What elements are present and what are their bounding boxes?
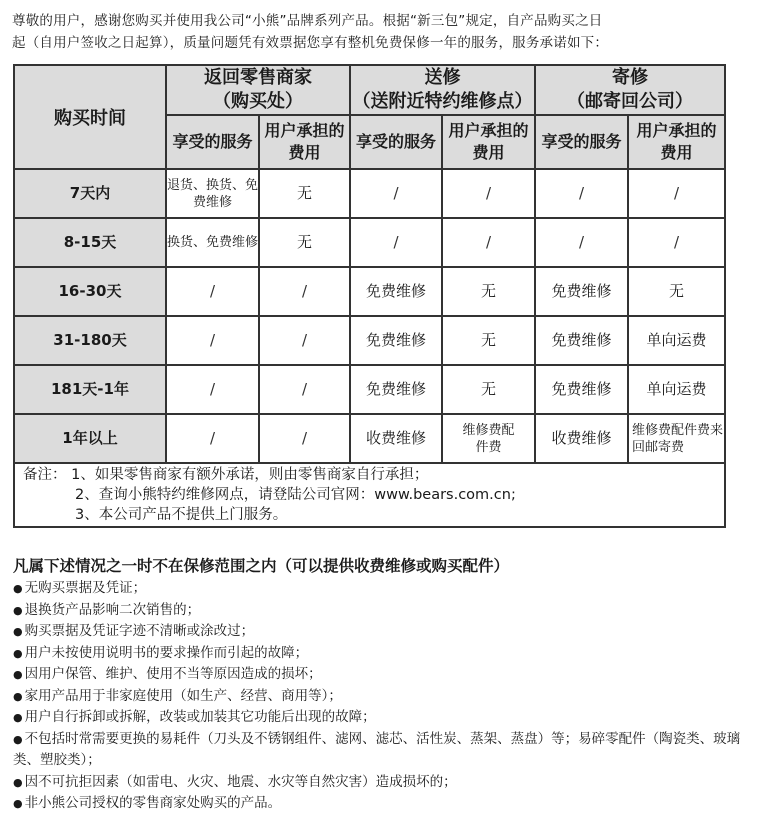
sub-header-cost: 用户承担的费用 (259, 115, 350, 169)
list-item: ● 因用户保管、维护、使用不当等原因造成的损坏； (13, 664, 748, 686)
table-cell: / (259, 316, 350, 365)
period-cell: 8-15天 (14, 218, 166, 267)
sub-header-cost: 用户承担的费用 (628, 115, 725, 169)
note-line (23, 485, 716, 505)
table-row (14, 267, 725, 316)
table-cell: / (535, 218, 628, 267)
table-cell: / (442, 218, 535, 267)
group-header-mail (535, 65, 725, 115)
intro-line: 起（自用户签收之日起算），质量问题凭有效票据您享有整机免费保修一年的服务，服务承诺如下： (12, 35, 609, 51)
notes-cell (14, 463, 725, 527)
table-cell: 维修费配件费 (442, 414, 535, 463)
sub-header-service: 享受的服务 (535, 115, 628, 169)
group-subtitle: （邮寄回公司） (567, 91, 693, 112)
group-subtitle: （购买处） (213, 91, 303, 112)
table-cell: 免费维修 (350, 365, 442, 414)
table-cell: 免费维修 (350, 316, 442, 365)
sub-header-cost: 用户承担的费用 (442, 115, 535, 169)
warranty-table (13, 64, 726, 528)
note-text: 2、查询小熊特约维修网点，请登陆公司官网：www.bears.com.cn; (75, 487, 516, 503)
list-item: ● 非小熊公司授权的零售商家处购买的产品。 (13, 793, 748, 815)
table-cell: 无 (628, 267, 725, 316)
table-cell: 换货、免费维修 (166, 218, 259, 267)
table-cell: / (350, 169, 442, 218)
table-row (14, 365, 725, 414)
table-cell: / (166, 365, 259, 414)
table-cell: 无 (442, 365, 535, 414)
note-line (23, 505, 716, 525)
period-cell: 181天-1年 (14, 365, 166, 414)
table-cell: / (628, 218, 725, 267)
table-cell: 收费维修 (535, 414, 628, 463)
table-cell: 退货、换货、免费维修 (166, 169, 259, 218)
sub-header-service: 享受的服务 (166, 115, 259, 169)
table-cell: / (350, 218, 442, 267)
note-text: 3、本公司产品不提供上门服务。 (75, 507, 288, 523)
table-cell: 单向运费 (628, 316, 725, 365)
list-item: ● 家用产品用于非家庭使用（如生产、经营、商用等）； (13, 686, 748, 708)
list-item: ● 购买票据及凭证字迹不清晰或涂改过； (13, 621, 748, 643)
table-cell: 无 (259, 218, 350, 267)
intro-line: 尊敬的用户，感谢您购买并使用我公司“小熊”品牌系列产品。根据“新三包”规定，自产品购买之日 (12, 13, 603, 29)
table-cell: 免费维修 (535, 365, 628, 414)
note-line (23, 465, 716, 485)
list-item: ● 用户未按使用说明书的要求操作而引起的故障； (13, 643, 748, 665)
table-cell: / (259, 267, 350, 316)
table-row (14, 218, 725, 267)
group-header-retailer (166, 65, 350, 115)
sub-header-service: 享受的服务 (350, 115, 442, 169)
notes-label: 备注： (23, 467, 67, 483)
list-item: ● 因不可抗拒因素（如雷电、火灾、地震、水灾等自然灾害）造成损坏的； (13, 772, 748, 794)
period-cell: 31-180天 (14, 316, 166, 365)
table-cell: / (166, 316, 259, 365)
group-title: 返回零售商家 (204, 67, 312, 88)
table-cell: / (259, 365, 350, 414)
table-row (14, 414, 725, 463)
list-item: ● 不包括时常需要更换的易耗件（刀头及不锈钢组件、滤网、滤芯、活性炭、蒸架、蒸盘）等；易碎零配件（陶瓷类、玻璃类、塑胶类）； (13, 729, 748, 772)
table-row (14, 169, 725, 218)
table-cell: / (628, 169, 725, 218)
table-row (14, 316, 725, 365)
exclusions-title: 凡属下述情况之一时不在保修范围之内（可以提供收费维修或购买配件） (13, 557, 510, 575)
table-cell: 无 (442, 316, 535, 365)
table-cell: 维修费配件费来回邮寄费 (628, 414, 725, 463)
table-cell: 无 (442, 267, 535, 316)
list-item: ● 用户自行拆卸或拆解，改装或加装其它功能后出现的故障； (13, 707, 748, 729)
table-cell: / (535, 169, 628, 218)
table-cell: / (166, 414, 259, 463)
period-header: 购买时间 (14, 65, 166, 169)
group-subtitle: （送附近特约维修点） (352, 91, 533, 112)
table-cell: 无 (259, 169, 350, 218)
exclusions-list (13, 578, 748, 815)
period-cell: 1年以上 (14, 414, 166, 463)
period-cell: 16-30天 (14, 267, 166, 316)
table-cell: 免费维修 (350, 267, 442, 316)
note-text: 1、如果零售商家有额外承诺，则由零售商家自行承担； (71, 467, 429, 483)
table-cell: 免费维修 (535, 267, 628, 316)
group-title: 送修 (424, 67, 461, 88)
group-header-repair (350, 65, 535, 115)
table-cell: 单向运费 (628, 365, 725, 414)
table-cell: 收费维修 (350, 414, 442, 463)
table-cell: 免费维修 (535, 316, 628, 365)
table-cell: / (259, 414, 350, 463)
group-title: 寄修 (612, 67, 648, 88)
table-cell: / (166, 267, 259, 316)
period-cell: 7天内 (14, 169, 166, 218)
list-item: ● 无购买票据及凭证； (13, 578, 748, 600)
list-item: ● 退换货产品影响二次销售的； (13, 600, 748, 622)
table-cell: / (442, 169, 535, 218)
intro-paragraph (12, 10, 747, 54)
